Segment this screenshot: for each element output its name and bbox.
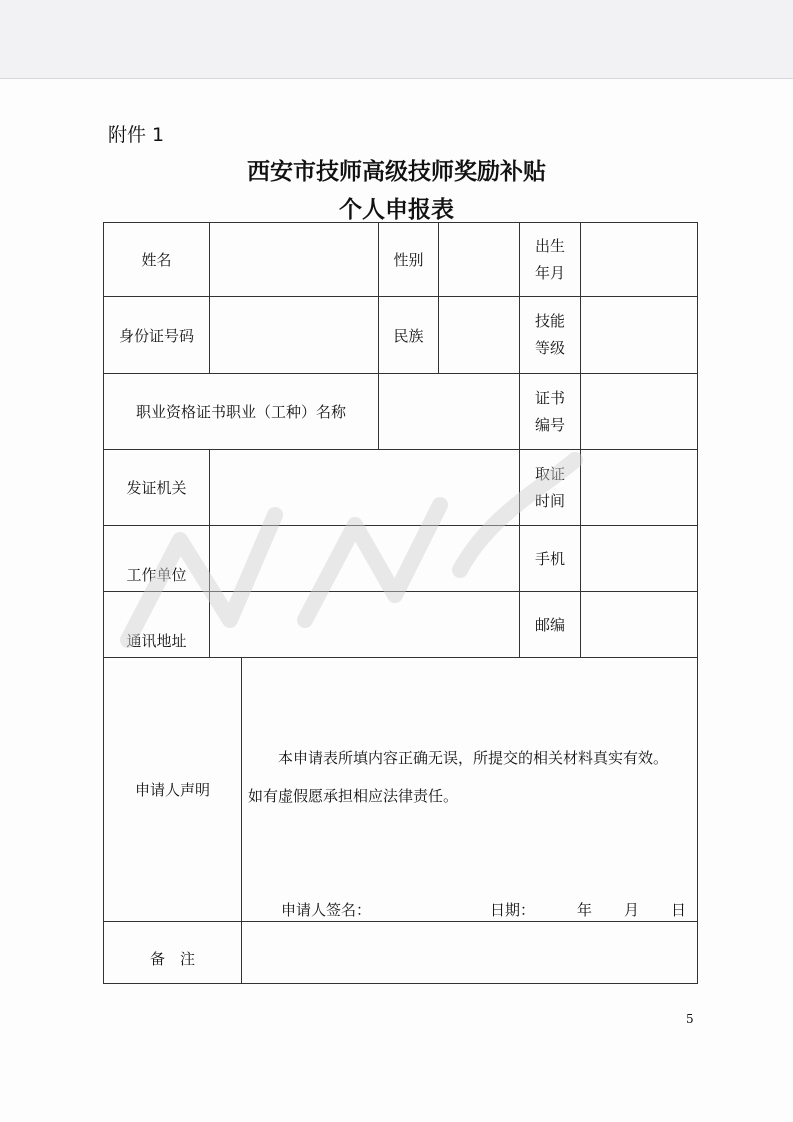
gender-label: 性别 [393, 251, 424, 269]
watermark-stroke-1 [128, 515, 275, 640]
issuer-label: 发证机关 [126, 479, 187, 497]
birth-value-cell[interactable] [580, 222, 698, 297]
ethnicity-label-cell [378, 296, 439, 374]
gender-value-cell[interactable] [438, 222, 520, 297]
cert-no-label-1: 证书 [534, 388, 565, 407]
watermark-stroke-3 [460, 460, 575, 570]
month-label: 月 [624, 901, 640, 919]
skill-value-cell[interactable] [580, 296, 698, 374]
watermark-stroke-2 [305, 505, 440, 620]
birth-label-1: 出生 [534, 236, 565, 255]
issue-time-label-2: 时间 [534, 491, 565, 510]
cert-no-label-2: 编号 [534, 415, 565, 434]
scan-top-band [0, 0, 793, 78]
remarks-label-cell [103, 921, 242, 984]
address-label: 通讯地址 [126, 632, 187, 650]
scan-edge-line [0, 78, 793, 79]
skill-label-2: 等级 [534, 339, 565, 357]
birth-label-cell [519, 222, 581, 297]
year-label: 年 [577, 901, 593, 919]
declaration-label-cell [103, 657, 242, 922]
form-title: 西安市技师高级技师奖励补贴 [247, 158, 546, 185]
page-number: 5 [686, 1012, 694, 1026]
cert-occupation-label: 职业资格证书职业（工种）名称 [135, 403, 346, 421]
form-subtitle: 个人申报表 [339, 196, 454, 223]
remarks-value-cell[interactable] [241, 921, 698, 984]
mobile-label: 手机 [534, 550, 565, 568]
employer-label: 工作单位 [126, 566, 187, 584]
id-value-cell[interactable] [209, 296, 379, 374]
gender-label-cell [378, 222, 439, 297]
declaration-label: 申请人声明 [134, 781, 210, 799]
declaration-line-2: 如有虚假愿承担相应法律责任。 [248, 787, 459, 805]
postcode-label: 邮编 [534, 616, 565, 634]
declaration-line-1: 本申请表所填内容正确无误，所提交的相关材料真实有效。 [278, 749, 669, 767]
signature-label: 申请人签名： [281, 901, 372, 919]
name-value-cell[interactable] [209, 222, 379, 297]
ethnicity-value-cell[interactable] [438, 296, 520, 374]
skill-label-cell [519, 296, 581, 374]
attachment-label: 附件 1 [108, 124, 165, 146]
ethnicity-label: 民族 [393, 326, 424, 345]
id-label: 身份证号码 [118, 326, 194, 345]
remarks-label: 备 注 [149, 950, 195, 968]
birth-label-2: 年月 [534, 263, 565, 282]
name-label: 姓名 [141, 251, 172, 269]
name-label-cell [103, 222, 210, 297]
skill-label-1: 技能 [534, 312, 565, 330]
day-label: 日 [671, 901, 687, 919]
watermark-logo [110, 420, 610, 680]
id-label-cell [103, 296, 210, 374]
date-label: 日期： [490, 901, 536, 919]
issue-time-label-1: 取证 [534, 464, 565, 483]
